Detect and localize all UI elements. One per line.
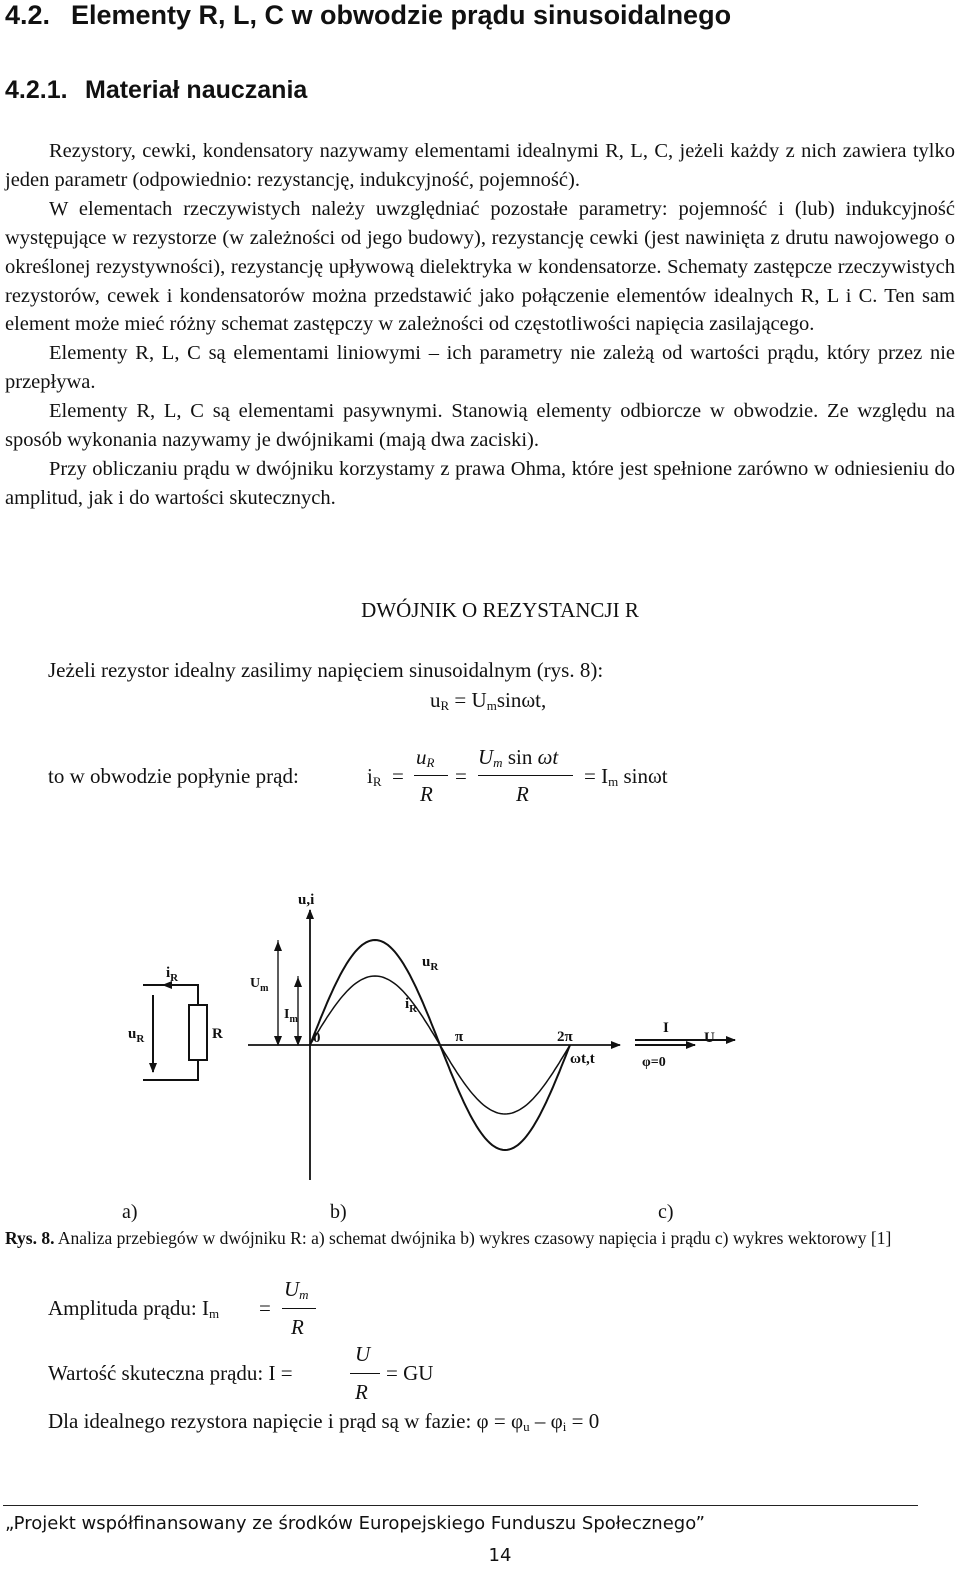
- circuit-i-label: $i_R$: [166, 965, 179, 984]
- figure-rys8: [0, 880, 960, 1200]
- resistor-circuit: [128, 965, 223, 1080]
- panel-label-a: a): [122, 1201, 138, 1223]
- phasor-u-label: U: [704, 1030, 715, 1046]
- eq-i: $i_R$: [367, 764, 382, 789]
- eq-sign: =: [455, 764, 467, 788]
- two-pi-label: 2π: [557, 1029, 573, 1045]
- circuit-u-label: $u_R$: [128, 1026, 145, 1045]
- ur-label: $u_R$: [422, 954, 439, 973]
- phasor-diagram: [635, 1020, 735, 1070]
- eq-result: = $I_m$ sinωt: [584, 764, 668, 789]
- eq-sign: =: [392, 764, 404, 788]
- page-number: 14: [488, 1545, 512, 1566]
- body-text: [5, 137, 955, 513]
- frac1-num: $u_R$: [416, 745, 435, 770]
- phasor-phi-label: φ=0: [642, 1055, 666, 1070]
- paragraph: Elementy R, L, C są elementami liniowymi – ich parametry nie zależą od wartości prądu, który przez nie przepływa.: [5, 342, 955, 394]
- section-heading: [5, 0, 731, 31]
- intro-text: Jeżeli rezystor idealny zasilimy napięciem sinusoidalnym (rys. 8):: [48, 658, 604, 682]
- footer-text: „Projekt współfinansowany ze środków Europejskiego Funduszu Społecznego”: [5, 1513, 705, 1534]
- frac2-den: R: [516, 782, 529, 806]
- panel-label-c: c): [658, 1201, 674, 1223]
- fraction-line: [414, 775, 448, 776]
- subsection-title: Materiał nauczania: [85, 76, 308, 104]
- paragraph: W elementach rzeczywistych należy uwzględniać pozostałe parametry: pojemność i (lub) indukcyjność występujące w rezystorze (w zależności od jego budowy), rezystancję cewki (jest nawinięta z drutu nawojowego o określonej rezystywności), rezystancję upływową dielektryka w kondensatorze. Schematy zastępcze rzeczywistych rezystorów, cewek i kondensatorów można przedstawić jako połączenie elementów idealnych R, L i C. Ten sam element może mieć różny schemat zastępczy w zależności od częstotliwości napięcia zasilającego.: [5, 197, 955, 336]
- voltage-equation: $u_R = U_m\sin\omega t$,: [430, 688, 547, 713]
- paragraph: Rezystory, cewki, kondensatory nazywamy elementami idealnymi R, L, C, jeżeli każdy z nich zawiera tylko jeden parametr (odpowiednio: rezystancję, indukcyjność, pojemność).: [5, 140, 955, 191]
- panel-label-b: b): [330, 1201, 347, 1223]
- origin-label: 0: [313, 1030, 321, 1046]
- paragraph: Elementy R, L, C są elementami pasywnymi. Stanowią elementy odbiorcze w obwodzie. Ze względu na sposób wykonania nazywamy je dwójnikami (mają dwa zaciski).: [5, 400, 955, 452]
- ir-label: $i_R$: [405, 996, 418, 1015]
- phase-statement: Dla idealnego rezystora napięcie i prąd są w fazie: $\varphi = \varphi_u - \varphi_i = 0$: [48, 1409, 600, 1434]
- paragraph: Przy obliczaniu prądu w dwójniku korzystamy z prawa Ohma, które jest spełnione zarówno w odniesieniu do amplitud, jak i do wartości skutecznych.: [5, 457, 955, 509]
- subsection-heading: [5, 76, 307, 105]
- waveform-chart: [248, 892, 620, 1180]
- frac1-den: R: [420, 782, 433, 806]
- fraction-line: [282, 1308, 316, 1309]
- im-label: $I_m$: [284, 1007, 298, 1025]
- pi-label: π: [455, 1029, 464, 1045]
- figure-caption: Rys. 8. Analiza przebiegów w dwójniku R: a) schemat dwójnika b) wykres czasowy napięcia i prądu c) wykres wektorowy [1]: [5, 1228, 892, 1248]
- phasor-i-label: I: [663, 1020, 669, 1036]
- equation-prefix: to w obwodzie popłynie prąd:: [48, 764, 299, 788]
- section-title: Elementy R, L, C w obwodzie prądu sinusoidalnego: [71, 0, 732, 30]
- y-axis-label: u,i: [298, 892, 315, 908]
- dwojnik-title: DWÓJNIK O REZYSTANCJI R: [361, 598, 639, 622]
- x-axis-label: ωt,t: [570, 1051, 595, 1067]
- subsection-number: 4.2.1.: [5, 76, 68, 104]
- circuit-r-label: R: [212, 1026, 223, 1042]
- fraction-line: [478, 775, 573, 776]
- frac2-num: $U_m$ sin ωt: [478, 745, 559, 770]
- section-number: 4.2.: [5, 0, 51, 30]
- um-label: $U_m$: [250, 976, 269, 994]
- footer-divider: [3, 1505, 918, 1506]
- resistor-symbol: [189, 1005, 207, 1060]
- fraction-line: [350, 1373, 380, 1374]
